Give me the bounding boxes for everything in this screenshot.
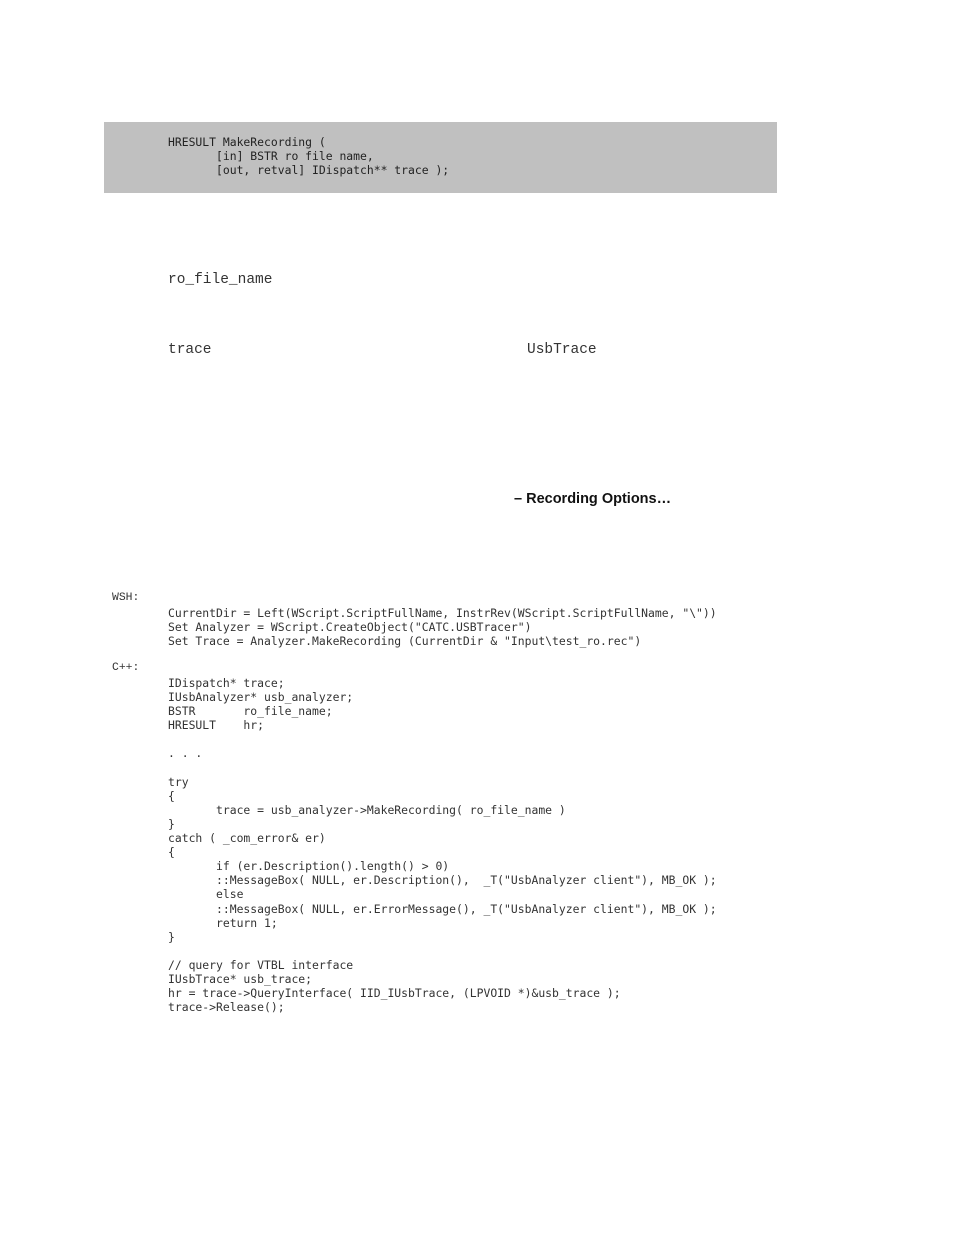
code-line: . . . [168, 746, 203, 761]
signature-code [168, 135, 449, 177]
code-line: catch ( _com_error& er) [168, 831, 326, 846]
recording-options-heading: – Recording Options… [514, 491, 672, 507]
code-line [168, 732, 717, 746]
code-line: return 1; [168, 915, 278, 930]
code-line [168, 761, 717, 775]
param-ro-file-name: ro_file_name [168, 272, 273, 288]
code-line [168, 944, 717, 958]
code-line: ::MessageBox( NULL, er.Description(), _T("UsbAnalyzer client"), MB_OK ); [168, 873, 717, 888]
code-line: } [168, 929, 175, 944]
code-line: CurrentDir = Left(WScript.ScriptFullName, InstrRev(WScript.ScriptFullName, "\")) [168, 606, 717, 620]
code-line: { [168, 845, 175, 860]
signature-line: [in] BSTR ro file name, [168, 149, 374, 164]
code-line: trace = usb_analyzer->MakeRecording( ro_file_name ) [168, 802, 566, 817]
code-line: } [168, 816, 175, 831]
code-line: HRESULT hr; [168, 718, 265, 733]
code-line: { [168, 788, 175, 803]
code-line: hr = trace->QueryInterface( IID_IUsbTrace, (LPVOID *)&usb_trace ); [168, 986, 621, 1001]
code-line: Set Analyzer = WScript.CreateObject("CATC.USBTracer") [168, 620, 532, 635]
cpp-label: C++: [112, 662, 140, 674]
signature-box [104, 122, 777, 193]
param-usb-trace-type: UsbTrace [527, 342, 597, 358]
code-line: IUsbTrace* usb_trace; [168, 971, 313, 986]
code-line: trace->Release(); [168, 1000, 285, 1015]
code-line: IDispatch* trace; [168, 676, 285, 690]
code-line: IUsbAnalyzer* usb_analyzer; [168, 690, 354, 705]
signature-line: HRESULT MakeRecording ( [168, 135, 326, 149]
wsh-code [168, 606, 717, 648]
code-line: Set Trace = Analyzer.MakeRecording (CurrentDir & "Input\test_ro.rec") [168, 634, 642, 649]
code-line: // query for VTBL interface [168, 957, 354, 972]
code-line: BSTR ro_file_name; [168, 704, 333, 719]
code-line: ::MessageBox( NULL, er.ErrorMessage(), _T("UsbAnalyzer client"), MB_OK ); [168, 901, 717, 916]
code-line: try [168, 774, 189, 789]
cpp-code [168, 676, 717, 1014]
param-trace: trace [168, 342, 212, 358]
signature-line: [out, retval] IDispatch** trace ); [168, 163, 450, 178]
code-line: else [168, 887, 244, 902]
code-line: if (er.Description().length() > 0) [168, 859, 450, 874]
wsh-label: WSH: [112, 592, 140, 604]
